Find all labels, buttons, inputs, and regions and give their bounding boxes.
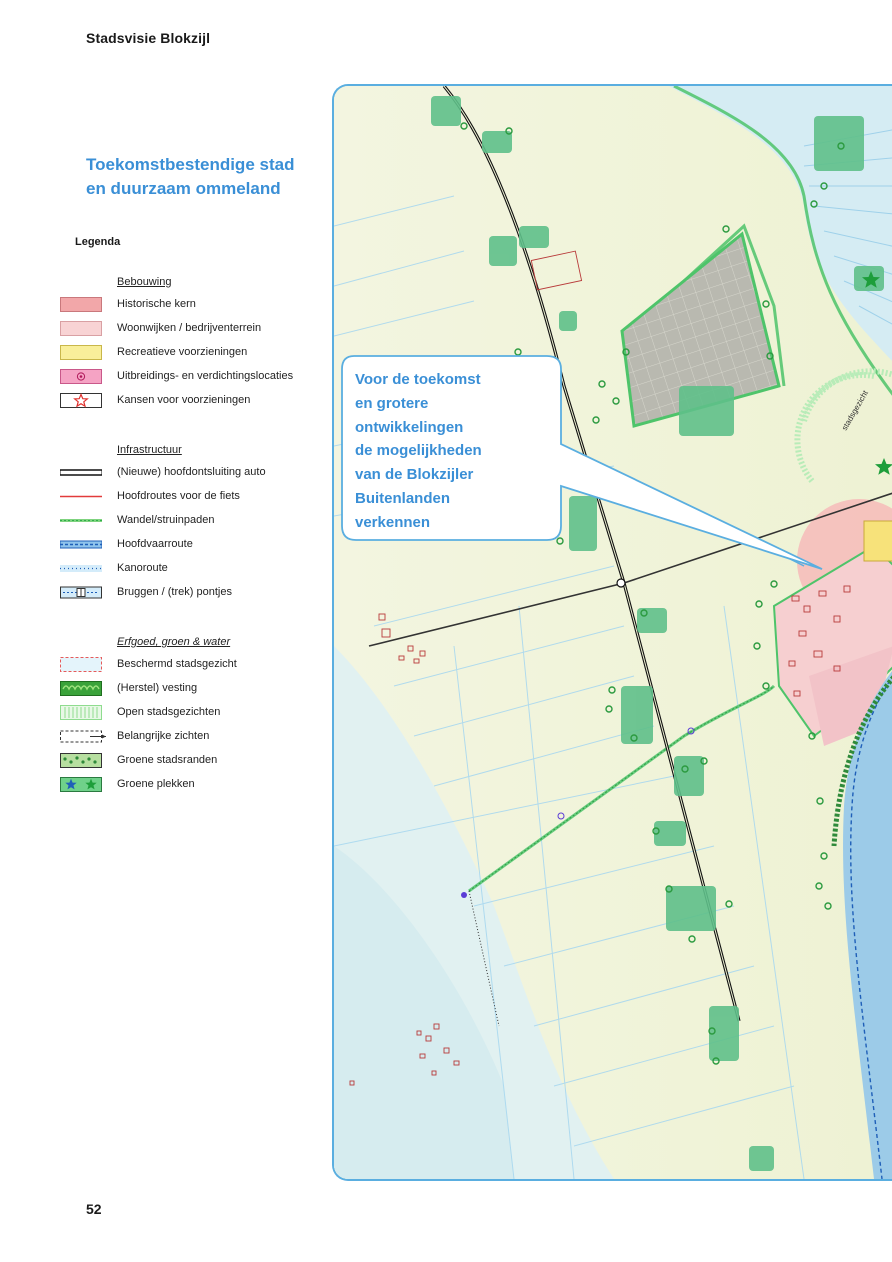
legend-item-hoofdontsluiting: (Nieuwe) hoofdontsluiting auto xyxy=(60,465,340,481)
legend-item-fietsroutes: Hoofdroutes voor de fiets xyxy=(60,489,340,505)
legend-item-open-stadsgezichten: Open stadsgezichten xyxy=(60,705,340,721)
legend-item-recreatieve: Recreatieve voorzieningen xyxy=(60,345,340,361)
bike-route-swatch xyxy=(60,489,102,504)
legend-item-stadsranden: Groene stadsranden xyxy=(60,753,340,769)
legend-item-plekken: Groene plekken xyxy=(60,777,340,793)
green-edge-swatch xyxy=(60,753,102,768)
arc-label: stadsgezicht xyxy=(839,388,870,432)
bridge-icon xyxy=(60,585,102,600)
document-title: Stadsvisie Blokzijl xyxy=(86,30,211,46)
legend-item-woonwijken: Woonwijken / bedrijventerrein xyxy=(60,321,340,337)
page-heading xyxy=(86,153,326,201)
map-drawing xyxy=(334,86,892,1179)
walking-path-swatch xyxy=(60,513,102,528)
legend-item-historische-kern: Historische kern xyxy=(60,297,340,313)
expansion-location-swatch xyxy=(60,369,102,384)
legend-item-vaarroute: Hoofdvaarroute xyxy=(60,537,340,553)
map-area[interactable] xyxy=(332,84,892,1181)
legend-item-uitbreidings: Uitbreidings- en verdichtingslocaties xyxy=(60,369,340,385)
legend-item-bruggen: Bruggen / (trek) pontjes xyxy=(60,585,340,601)
historic-core-swatch xyxy=(60,297,102,312)
waterway-swatch xyxy=(60,537,102,552)
recreational-swatch xyxy=(60,345,102,360)
heading-line-1: Toekomstbestendige stad xyxy=(86,155,295,174)
legend-group-bebouwing: Bebouwing xyxy=(117,276,172,288)
open-cityscape-swatch xyxy=(60,705,102,720)
residential-swatch xyxy=(60,321,102,336)
heading-line-2: en duurzaam ommeland xyxy=(86,179,281,198)
legend-group-infrastructuur: Infrastructuur xyxy=(117,444,182,456)
star-icon xyxy=(60,393,102,408)
legend-item-stadsgezicht: Beschermd stadsgezicht xyxy=(60,657,340,673)
legend-group-erfgoed: Erfgoed, groen & water xyxy=(117,636,231,648)
main-road-swatch xyxy=(60,465,102,480)
callout-text: Voor de toekomst en grotere ontwikkelingen de mogelijkheden van de Blokzijler Buitenlanden verkennen xyxy=(355,371,482,531)
legend-item-zichten: Belangrijke zichten xyxy=(60,729,340,745)
view-arrow-icon xyxy=(60,729,108,744)
protected-cityscape-swatch xyxy=(60,657,102,672)
page-number: 52 xyxy=(86,1201,102,1217)
legend-item-vesting: (Herstel) vesting xyxy=(60,681,340,697)
green-place-icon xyxy=(60,777,102,792)
fortress-swatch xyxy=(60,681,102,696)
legend-item-wandelpaden: Wandel/struinpaden xyxy=(60,513,340,529)
legend-item-kanoroute: Kanoroute xyxy=(60,561,340,577)
legend-title: Legenda xyxy=(75,236,121,248)
canoe-route-swatch xyxy=(60,561,102,576)
legend-item-kansen: Kansen voor voorzieningen xyxy=(60,393,340,409)
